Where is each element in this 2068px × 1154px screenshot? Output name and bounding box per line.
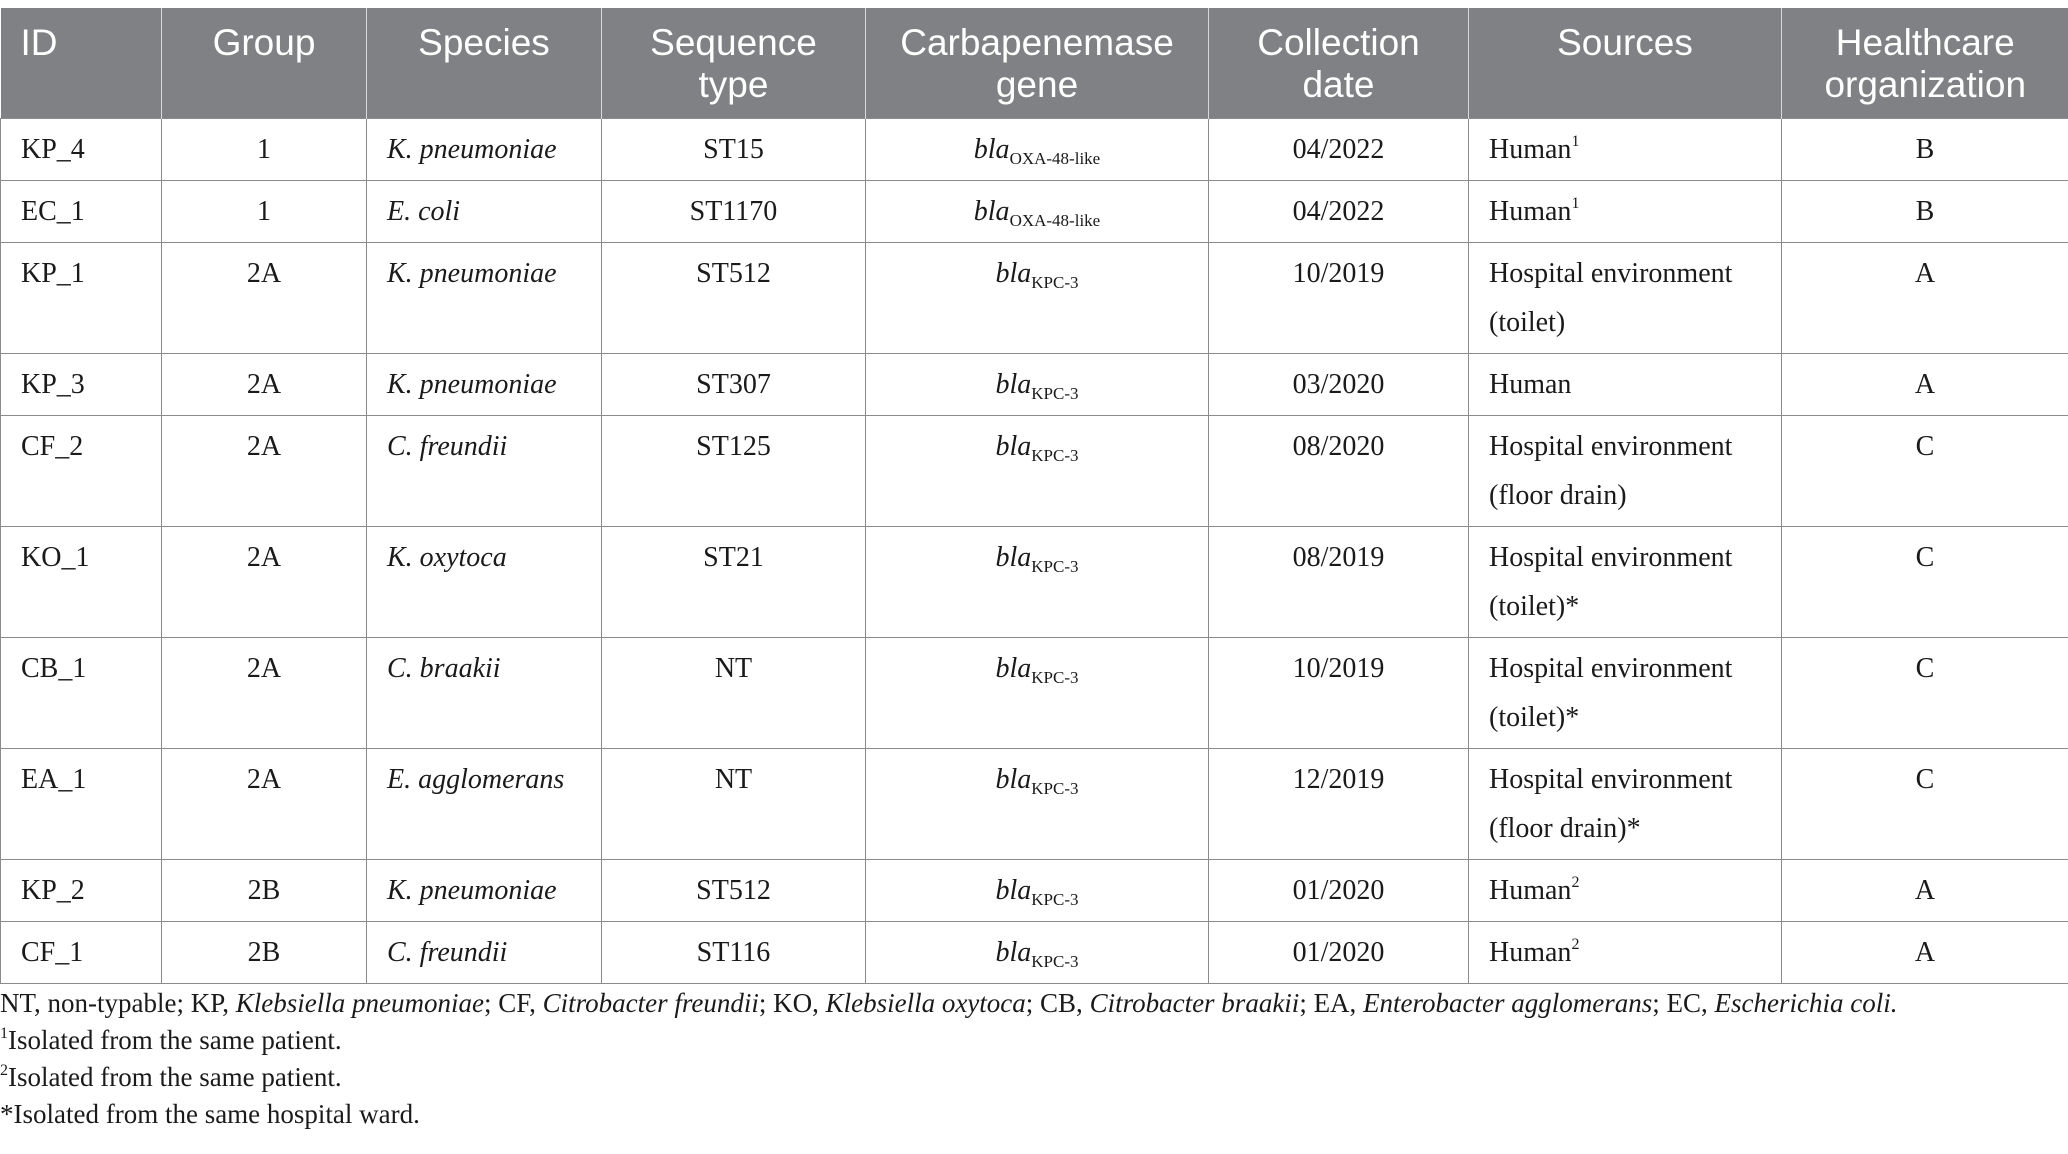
cell-id: KP_1 — [1, 242, 162, 353]
cell-healthcare-organization: A — [1782, 921, 2068, 983]
cell-species: C. freundii — [367, 921, 602, 983]
cell-group: 2B — [162, 859, 367, 921]
header-group: Group — [162, 8, 367, 118]
cell-source: Hospital environment (floor drain)* — [1469, 748, 1782, 859]
cell-collection-date: 04/2022 — [1209, 180, 1469, 242]
cell-sequence-type: ST21 — [602, 526, 866, 637]
cell-group: 2A — [162, 415, 367, 526]
cell-source: Hospital environment (toilet)* — [1469, 637, 1782, 748]
cell-id: KP_4 — [1, 118, 162, 180]
cell-healthcare-organization: C — [1782, 526, 2068, 637]
abbreviation-segment: ; CF, — [483, 988, 543, 1018]
cell-sequence-type: ST125 — [602, 415, 866, 526]
cell-carbapenemase-gene: bla$_{KPC-3}$ — [866, 637, 1209, 748]
cell-carbapenemase-gene: bla$_{OXA-48-like}$ — [866, 118, 1209, 180]
cell-sequence-type: ST512 — [602, 859, 866, 921]
header-collection-date: Collection date — [1209, 8, 1469, 118]
cell-collection-date: 12/2019 — [1209, 748, 1469, 859]
cell-id: EA_1 — [1, 748, 162, 859]
cell-carbapenemase-gene: bla$_{KPC-3}$ — [866, 859, 1209, 921]
cell-sequence-type: NT — [602, 637, 866, 748]
header-healthcare-organization: Healthcare organization — [1782, 8, 2068, 118]
table-row — [1, 242, 2068, 353]
cell-source: Hospital environment (toilet)* — [1469, 526, 1782, 637]
table-row — [1, 921, 2068, 983]
abbreviations-note — [0, 985, 2068, 1022]
cell-id: KP_3 — [1, 353, 162, 415]
cell-collection-date: 10/2019 — [1209, 242, 1469, 353]
cell-healthcare-organization: A — [1782, 859, 2068, 921]
cell-sequence-type: ST307 — [602, 353, 866, 415]
table-row — [1, 353, 2068, 415]
header-sequence-type: Sequence type — [602, 8, 866, 118]
cell-healthcare-organization: B — [1782, 118, 2068, 180]
cell-carbapenemase-gene: bla$_{KPC-3}$ — [866, 921, 1209, 983]
cell-source: Human$^2$ — [1469, 859, 1782, 921]
cell-group: 2B — [162, 921, 367, 983]
cell-species: K. oxytoca — [367, 526, 602, 637]
cell-collection-date: 04/2022 — [1209, 118, 1469, 180]
cell-collection-date: 10/2019 — [1209, 637, 1469, 748]
cell-source: Hospital environment (floor drain) — [1469, 415, 1782, 526]
abbreviation-segment: Enterobacter agglomerans — [1363, 988, 1653, 1018]
abbreviation-segment: Citrobacter braakii — [1089, 988, 1300, 1018]
cell-group: 2A — [162, 242, 367, 353]
cell-id: CB_1 — [1, 637, 162, 748]
cell-species: E. agglomerans — [367, 748, 602, 859]
cell-id: KO_1 — [1, 526, 162, 637]
cell-carbapenemase-gene: bla$_{KPC-3}$ — [866, 415, 1209, 526]
table-body — [1, 118, 2068, 983]
cell-group: 2A — [162, 526, 367, 637]
cell-id: KP_2 — [1, 859, 162, 921]
cell-healthcare-organization: A — [1782, 242, 2068, 353]
abbreviation-segment: ; EC, — [1652, 988, 1715, 1018]
cell-collection-date: 01/2020 — [1209, 921, 1469, 983]
cell-carbapenemase-gene: bla$_{KPC-3}$ — [866, 526, 1209, 637]
cell-species: K. pneumoniae — [367, 859, 602, 921]
cell-source: Human — [1469, 353, 1782, 415]
cell-source: Hospital environment (toilet) — [1469, 242, 1782, 353]
isolates-table — [0, 8, 2068, 984]
cell-sequence-type: ST15 — [602, 118, 866, 180]
cell-group: 1 — [162, 180, 367, 242]
footnote-3: *Isolated from the same hospital ward. — [0, 1099, 420, 1129]
cell-species: K. pneumoniae — [367, 242, 602, 353]
cell-id: EC_1 — [1, 180, 162, 242]
cell-source: Human$^2$ — [1469, 921, 1782, 983]
cell-id: CF_1 — [1, 921, 162, 983]
cell-sequence-type: NT — [602, 748, 866, 859]
cell-sequence-type: ST116 — [602, 921, 866, 983]
cell-source: Human$^1$ — [1469, 118, 1782, 180]
table-footnotes — [0, 985, 2068, 1133]
footnote-2: $^2$Isolated from the same patient. — [0, 1062, 342, 1092]
cell-group: 2A — [162, 748, 367, 859]
cell-collection-date: 03/2020 — [1209, 353, 1469, 415]
cell-species: C. braakii — [367, 637, 602, 748]
cell-group: 2A — [162, 637, 367, 748]
cell-species: K. pneumoniae — [367, 118, 602, 180]
cell-sequence-type: ST512 — [602, 242, 866, 353]
table-header — [1, 8, 2068, 118]
cell-carbapenemase-gene: bla$_{KPC-3}$ — [866, 242, 1209, 353]
cell-species: K. pneumoniae — [367, 353, 602, 415]
cell-sequence-type: ST1170 — [602, 180, 866, 242]
cell-collection-date: 08/2019 — [1209, 526, 1469, 637]
cell-carbapenemase-gene: bla$_{OXA-48-like}$ — [866, 180, 1209, 242]
cell-healthcare-organization: C — [1782, 748, 2068, 859]
table-row — [1, 526, 2068, 637]
abbreviation-segment: Citrobacter freundii — [542, 988, 759, 1018]
cell-species: E. coli — [367, 180, 602, 242]
table-row — [1, 637, 2068, 748]
header-id: ID — [1, 8, 162, 118]
header-carbapenemase-gene: Carbapenemase gene — [866, 8, 1209, 118]
cell-id: CF_2 — [1, 415, 162, 526]
table-row — [1, 415, 2068, 526]
cell-source: Human$^1$ — [1469, 180, 1782, 242]
abbreviation-segment: ; CB, — [1025, 988, 1090, 1018]
cell-healthcare-organization: B — [1782, 180, 2068, 242]
footnote-1: $^1$Isolated from the same patient. — [0, 1025, 342, 1055]
cell-carbapenemase-gene: bla$_{KPC-3}$ — [866, 748, 1209, 859]
header-species: Species — [367, 8, 602, 118]
abbreviation-segment: ; EA, — [1299, 988, 1364, 1018]
abbreviation-segment: ; KO, — [758, 988, 826, 1018]
abbreviation-segment: Escherichia coli. — [1714, 988, 1898, 1018]
table-row — [1, 180, 2068, 242]
header-sources: Sources — [1469, 8, 1782, 118]
abbreviation-segment: Klebsiella oxytoca — [825, 988, 1026, 1018]
cell-healthcare-organization: C — [1782, 637, 2068, 748]
table-row — [1, 118, 2068, 180]
cell-carbapenemase-gene: bla$_{KPC-3}$ — [866, 353, 1209, 415]
table-container — [0, 8, 2068, 984]
cell-healthcare-organization: C — [1782, 415, 2068, 526]
cell-healthcare-organization: A — [1782, 353, 2068, 415]
cell-group: 1 — [162, 118, 367, 180]
abbreviation-segment: NT, non-typable; KP, — [0, 988, 236, 1018]
cell-collection-date: 08/2020 — [1209, 415, 1469, 526]
abbreviation-segment: Klebsiella pneumoniae — [235, 988, 484, 1018]
table-row — [1, 748, 2068, 859]
cell-collection-date: 01/2020 — [1209, 859, 1469, 921]
table-row — [1, 859, 2068, 921]
cell-group: 2A — [162, 353, 367, 415]
cell-species: C. freundii — [367, 415, 602, 526]
